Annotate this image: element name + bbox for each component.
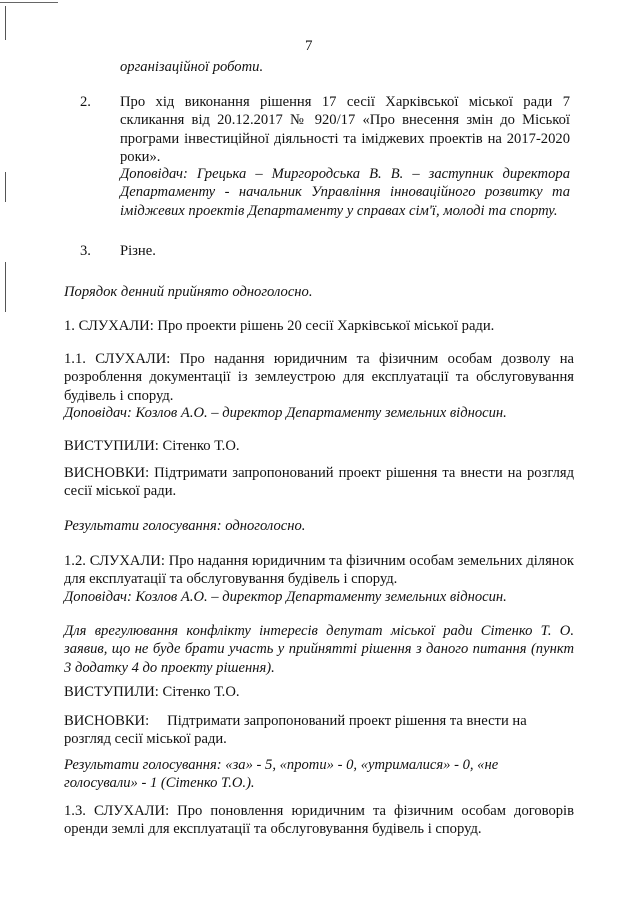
item-1-1-speaker: Доповідач: Козлов А.О. – директор Департаменту земельних відносин. (64, 405, 507, 421)
scan-artifact-line (0, 2, 58, 3)
item-1-2-conflict-note: Для врегулювання конфлікту інтересів депутат міської ради Сітенко Т. О. заявив, що не буде брати участь у прийнятті рішення з даного питання (пункт 3 додатку 4 до проекту рішення). (64, 623, 574, 676)
conclusions-text: Підтримати запропонований проект рішення та внести на розгляд сесії міської ради. (64, 713, 527, 748)
item-1-1-conclusions: ВИСНОВКИ: Підтримати запропонований проект рішення та внести на розгляд сесії міської ради. (64, 465, 574, 500)
heard-1: 1. СЛУХАЛИ: Про проекти рішень 20 сесії Харківської міської ради. (64, 318, 495, 334)
item-1-2-conclusions (64, 712, 576, 749)
agenda-item-speaker: Доповідач: Грецька – Миргородська В. В. – заступник директора Департаменту - начальник Управління інноваційного розвитку та іміджевих проектів Департаменту у справах сім'ї, молоді та спорту. (120, 166, 570, 219)
agenda-item-text: Різне. (120, 243, 156, 259)
agenda-adopted: Порядок денний прийнято одноголосно. (64, 284, 313, 300)
item-1-2-spoke: ВИСТУПИЛИ: Сітенко Т.О. (64, 684, 240, 700)
item-1-3-heard: 1.3. СЛУХАЛИ: Про поновлення юридичним та фізичним особам договорів оренди землі для експлуатації та обслуговування будівель і споруд. (64, 803, 574, 838)
carry-over-text: організаційної роботи. (120, 59, 264, 75)
item-1-1-spoke: ВИСТУПИЛИ: Сітенко Т.О. (64, 438, 240, 454)
scan-artifact-mark (5, 262, 6, 312)
item-1-1-heard: 1.1. СЛУХАЛИ: Про надання юридичним та фізичним особам дозволу на розроблення документації із землеустрою для експлуатації та обслуговування будівель і споруд. (64, 351, 574, 404)
item-1-1-voting: Результати голосування: одноголосно. (64, 518, 306, 534)
agenda-item-number: 2. (80, 94, 91, 110)
conclusions-label: ВИСНОВКИ: (64, 713, 150, 729)
item-1-2-voting: Результати голосування: «за» - 5, «проти» - 0, «утрималися» - 0, «не голосували» - 1 (Сітенко Т.О.). (64, 757, 499, 792)
page-number: 7 (305, 38, 313, 54)
item-1-2-speaker: Доповідач: Козлов А.О. – директор Департаменту земельних відносин. (64, 589, 507, 605)
agenda-item-number: 3. (80, 243, 91, 259)
scan-artifact-mark (5, 6, 6, 40)
scan-artifact-mark (5, 172, 6, 202)
item-1-2-heard: 1.2. СЛУХАЛИ: Про надання юридичним та фізичним особам земельних ділянок для експлуатації та обслуговування будівель і споруд. (64, 553, 574, 588)
agenda-item-text: Про хід виконання рішення 17 сесії Харківської міської ради 7 скликання від 20.12.2017 № 920/17 «Про внесення змін до Міської програми інвестиційної діяльності та іміджевих проектів на 2017-2020 роки». (120, 94, 570, 166)
